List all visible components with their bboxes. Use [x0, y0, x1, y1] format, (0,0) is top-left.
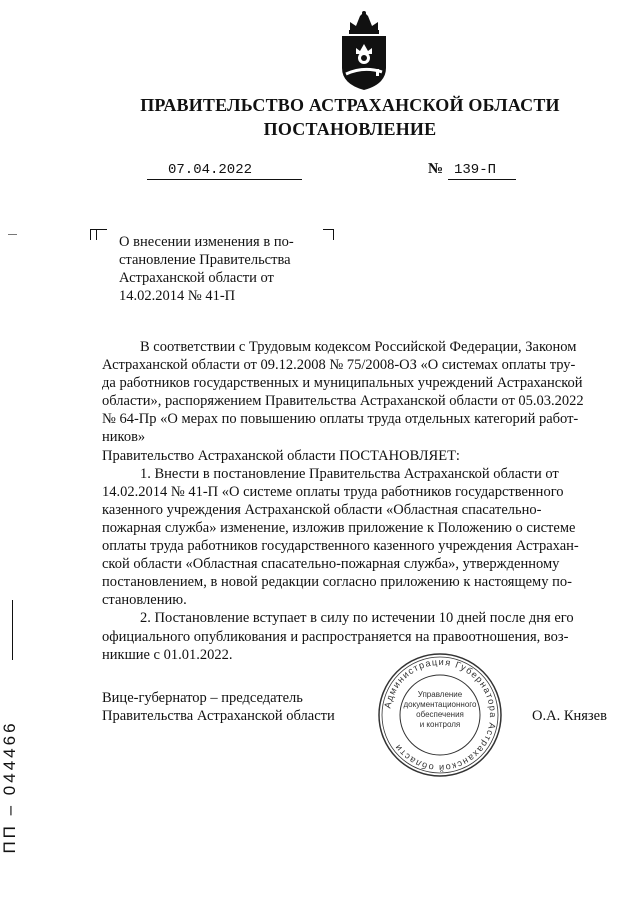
text-line: 2. Постановление вступает в силу по истечении 10 дней после дня его	[140, 610, 574, 627]
item-2-paragraph	[102, 609, 614, 663]
serial-number-text: ПП – 044466	[0, 720, 19, 854]
organization-title: ПРАВИТЕЛЬСТВО АСТРАХАНСКОЙ ОБЛАСТИ	[140, 95, 560, 115]
text-line: пожарная служба» изменение, изложив приложение к Положению о системе	[102, 519, 576, 536]
stamp-center-line: обеспечения	[416, 710, 464, 719]
text-line: оплаты труда работников государственного казенного учреждения Астрахан-	[102, 538, 579, 555]
text-line: казенного учреждения Астраханской области «Областная спасательно-	[102, 501, 542, 518]
text-line: никшие с 01.01.2022.	[102, 646, 233, 663]
text-line: № 64-Пр «О мерах по повышению оплаты труда отдельных категорий работ-	[102, 411, 579, 428]
subject-line: О внесении изменения в по-	[119, 234, 294, 250]
text-line: ской области «Областная спасательно-пожарная служба», утвержденному	[102, 556, 560, 573]
preamble-paragraph	[102, 338, 614, 447]
date-underline	[147, 179, 302, 180]
text-line: В соответствии с Трудовым кодексом Российской Федерации, Законом	[140, 339, 577, 355]
number-underline	[448, 179, 516, 180]
subject-line: становление Правительства	[119, 252, 291, 268]
text-line: постановлением, в новой редакции согласно приложению к настоящему по-	[102, 574, 572, 591]
text-line: официального опубликования и распространяется на правоотношения, воз-	[102, 628, 569, 645]
stamp-ring-text: Администрация Губернатора Астраханской области	[382, 656, 499, 774]
signatory-name: О.А. Князев	[532, 708, 607, 724]
stamp-center-line: Управление	[417, 690, 463, 699]
signatory-position-line: Вице-губернатор – председатель	[102, 690, 303, 706]
official-stamp	[376, 651, 504, 779]
subject-corner-left-inner	[96, 229, 107, 240]
text-line: Астраханской области от 09.12.2008 № 75/2008-ОЗ «О системах оплаты тру-	[102, 357, 576, 374]
subject-line: Астраханской области от	[119, 270, 274, 286]
text-line: 1. Внести в постановление Правительства Астраханской области от	[140, 465, 559, 482]
stamp-center-line: документационного	[403, 700, 477, 709]
signatory-position	[102, 689, 335, 725]
astrakhan-coat-of-arms-icon	[336, 10, 392, 92]
decree-line: Правительство Астраханской области ПОСТАНОВЛЯЕТ:	[102, 447, 460, 464]
text-line: да работников государственных и муниципальных учреждений Астраханской	[102, 375, 583, 392]
document-body	[102, 338, 614, 664]
document-type-title: ПОСТАНОВЛЕНИЕ	[263, 119, 437, 139]
serial-number	[0, 712, 20, 862]
margin-vertical-line	[12, 600, 13, 660]
text-line: ников»	[102, 429, 146, 446]
document-date: 07.04.2022	[168, 162, 253, 178]
text-line: области», распоряжением Правительства Астраханской области от 05.03.2022	[102, 393, 584, 410]
document-subject	[119, 233, 319, 305]
text-line: 14.02.2014 № 41-П «О системе оплаты труда работников государственного	[102, 483, 564, 500]
document-number: 139-П	[454, 162, 497, 178]
subject-line: 14.02.2014 № 41-П	[119, 288, 236, 304]
signatory-position-line: Правительства Астраханской области	[102, 708, 335, 724]
text-line: становлению.	[102, 592, 187, 609]
subject-corner-right	[323, 229, 334, 240]
stamp-center-line: и контроля	[419, 720, 461, 729]
number-sign: №	[428, 161, 444, 177]
margin-mark	[8, 234, 17, 235]
item-1-paragraph	[102, 465, 614, 610]
